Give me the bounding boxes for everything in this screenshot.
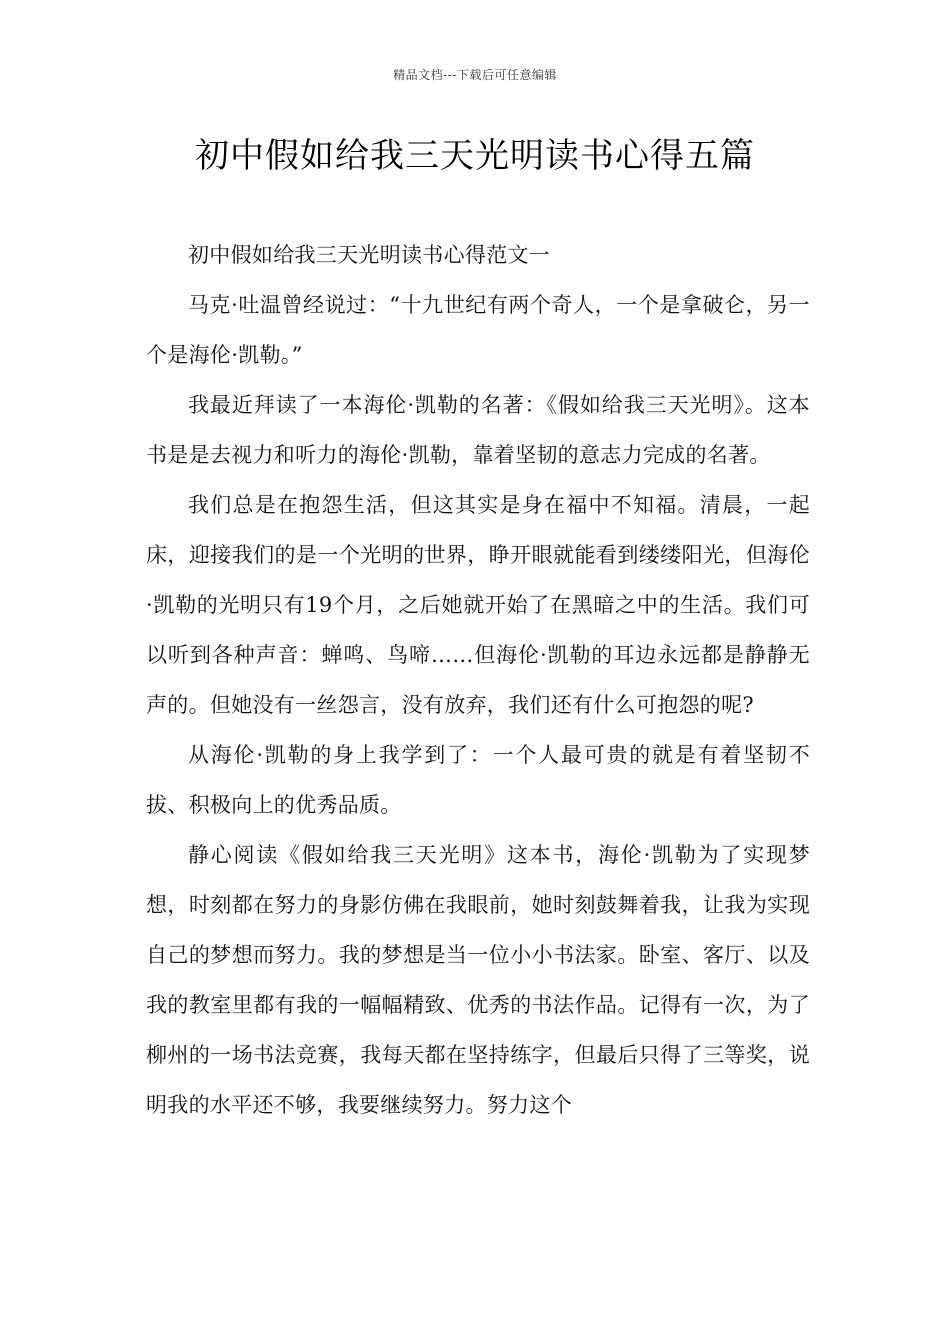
paragraph: 马克·吐温曾经说过：“十九世纪有两个奇人，一个是拿破仑，另一个是海伦·凯勒。” [146,293,810,367]
paragraph: 我最近拜读了一本海伦·凯勒的名著：《假如给我三天光明》。这本书是是去视力和听力的海伦·凯勒，靠着坚韧的意志力完成的名著。 [146,393,810,467]
document-body [146,230,810,1130]
paragraph: 我们总是在抱怨生活，但这其实是身在福中不知福。清晨，一起床，迎接我们的是一个光明的世界，睁开眼就能看到缕缕阳光，但海伦·凯勒的光明只有19个月，之后她就开始了在黑暗之中的生活。我们可以听到各种声音：蝉鸣、鸟啼……但海伦·凯勒的耳边永远都是静静无声的。但她没有一丝怨言，没有放弃，我们还有什么可抱怨的呢? [146,493,810,717]
paragraph: 从海伦·凯勒的身上我学到了：一个人最可贵的就是有着坚韧不拔、积极向上的优秀品质。 [146,743,810,817]
paragraph: 静心阅读《假如给我三天光明》这本书，海伦·凯勒为了实现梦想，时刻都在努力的身影仿佛在我眼前，她时刻鼓舞着我，让我为实现自己的梦想而努力。我的梦想是当一位小小书法家。卧室、客厅、以及我的教室里都有我的一幅幅精致、优秀的书法作品。记得有一次，为了柳州的一场书法竞赛，我每天都在坚持练字，但最后只得了三等奖，说明我的水平还不够，我要继续努力。努力这个 [146,843,810,1117]
header-note: 精品文档---下载后可任意编辑 [393,68,557,82]
page-title: 初中假如给我三天光明读书心得五篇 [195,136,755,176]
paragraph-subtitle: 初中假如给我三天光明读书心得范文一 [188,243,551,267]
